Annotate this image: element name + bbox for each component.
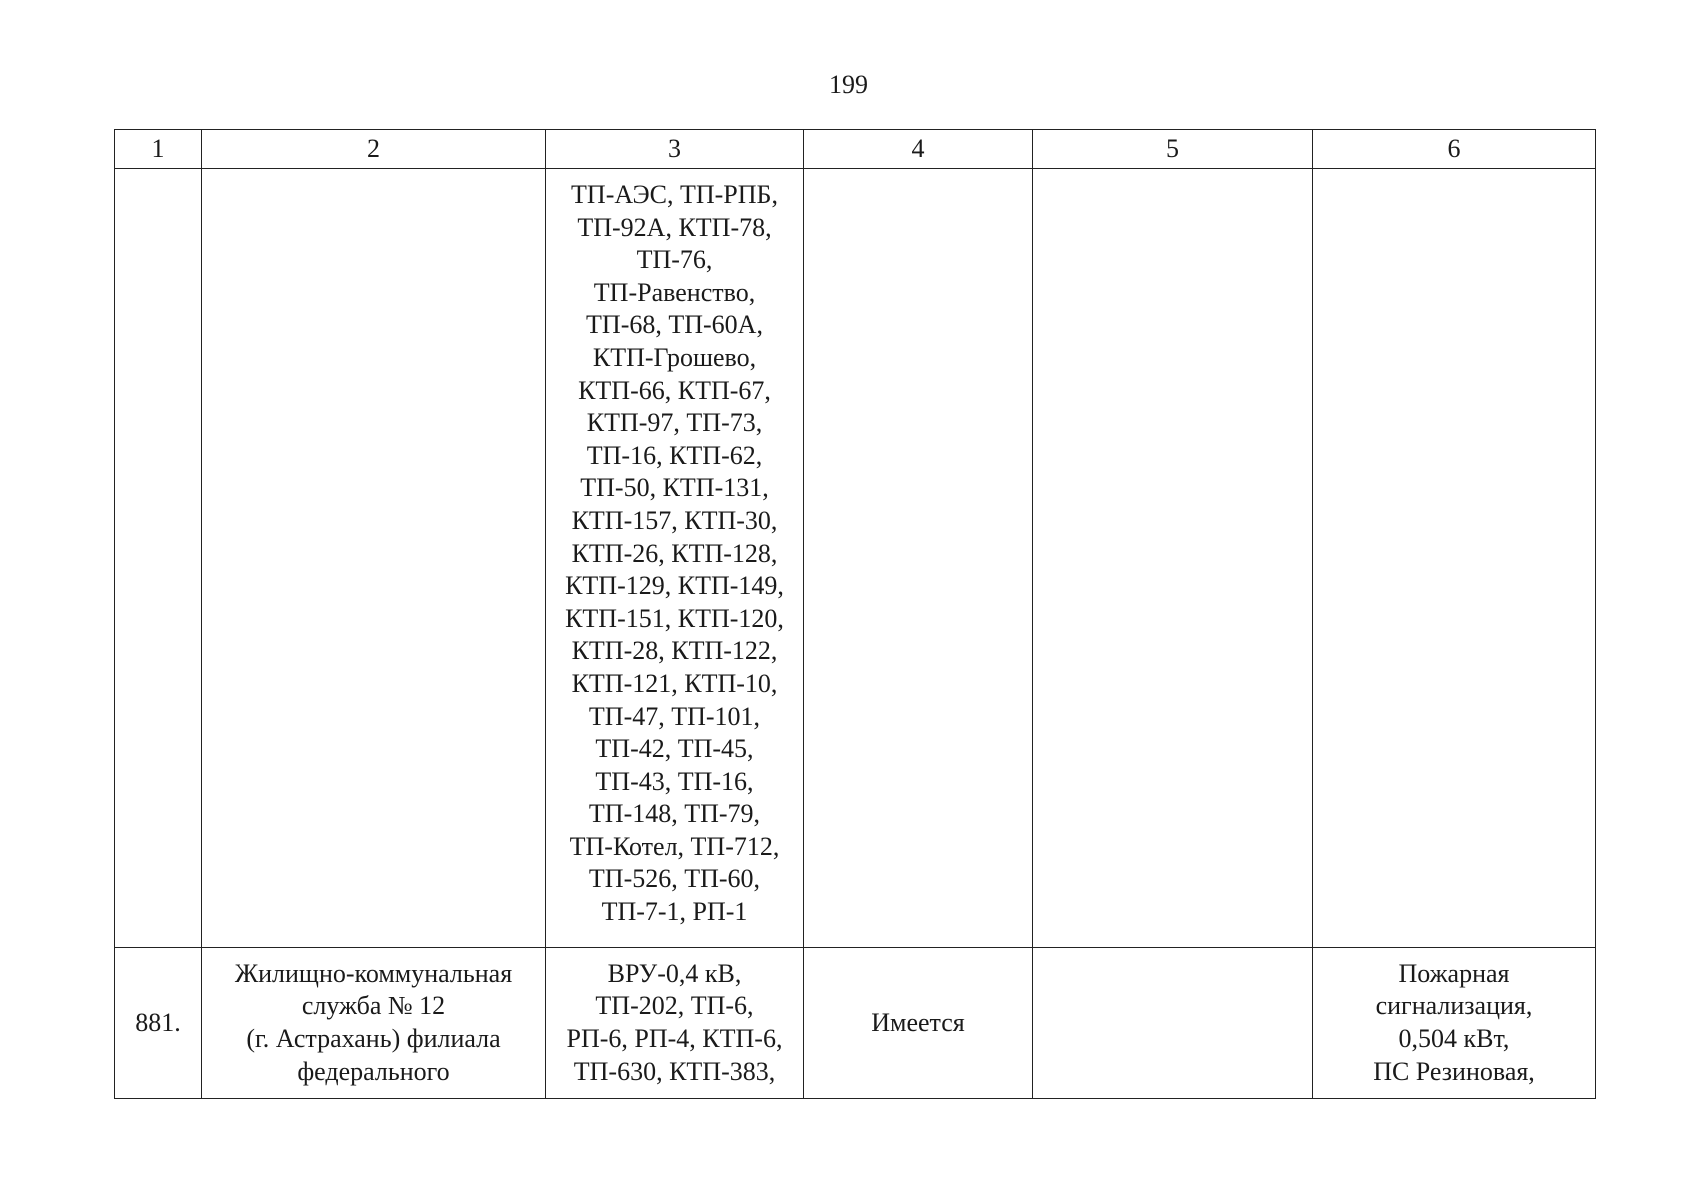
table-header-row	[115, 130, 1596, 169]
entry-organization-cell: Жилищно-коммунальная служба № 12 (г. Астрахань) филиала федерального	[202, 948, 546, 1099]
table-row-continuation	[115, 169, 1596, 948]
entry-number-cell: 881.	[115, 948, 202, 1099]
cont-cell-5	[1033, 169, 1313, 948]
header-cell-1: 1	[115, 130, 202, 169]
header-cell-3: 3	[546, 130, 804, 169]
header-cell-5: 5	[1033, 130, 1313, 169]
header-cell-2: 2	[202, 130, 546, 169]
entry-substations-cell: ВРУ-0,4 кВ, ТП-202, ТП-6, РП-6, РП-4, КТП-6, ТП-630, КТП-383,	[546, 948, 804, 1099]
header-cell-4: 4	[804, 130, 1033, 169]
entry-cell-5	[1033, 948, 1313, 1099]
cont-cell-1	[115, 169, 202, 948]
entry-notes-cell: Пожарная сигнализация, 0,504 кВт, ПС Резиновая,	[1313, 948, 1596, 1099]
header-cell-6: 6	[1313, 130, 1596, 169]
page-number: 199	[829, 70, 868, 99]
cont-cell-4	[804, 169, 1033, 948]
cont-cell-2	[202, 169, 546, 948]
table-row-881	[115, 948, 1596, 1099]
cont-cell-3-substations: ТП-АЭС, ТП-РПБ, ТП-92А, КТП-78, ТП-76, ТП-Равенство, ТП-68, ТП-60А, КТП-Грошево, КТП-66, КТП-67, КТП-97, ТП-73, ТП-16, КТП-62, ТП-50, КТП-131, КТП-157, КТП-30, КТП-26, КТП-128, КТП-129, КТП-149, КТП-151, КТП-120, КТП-28, КТП-122, КТП-121, КТП-10, ТП-47, ТП-101, ТП-42, ТП-45, ТП-43, ТП-16, ТП-148, ТП-79, ТП-Котел, ТП-712, ТП-526, ТП-60, ТП-7-1, РП-1	[546, 169, 804, 948]
cont-cell-6	[1313, 169, 1596, 948]
document-table	[114, 129, 1596, 1099]
entry-availability-cell: Имеется	[804, 948, 1033, 1099]
